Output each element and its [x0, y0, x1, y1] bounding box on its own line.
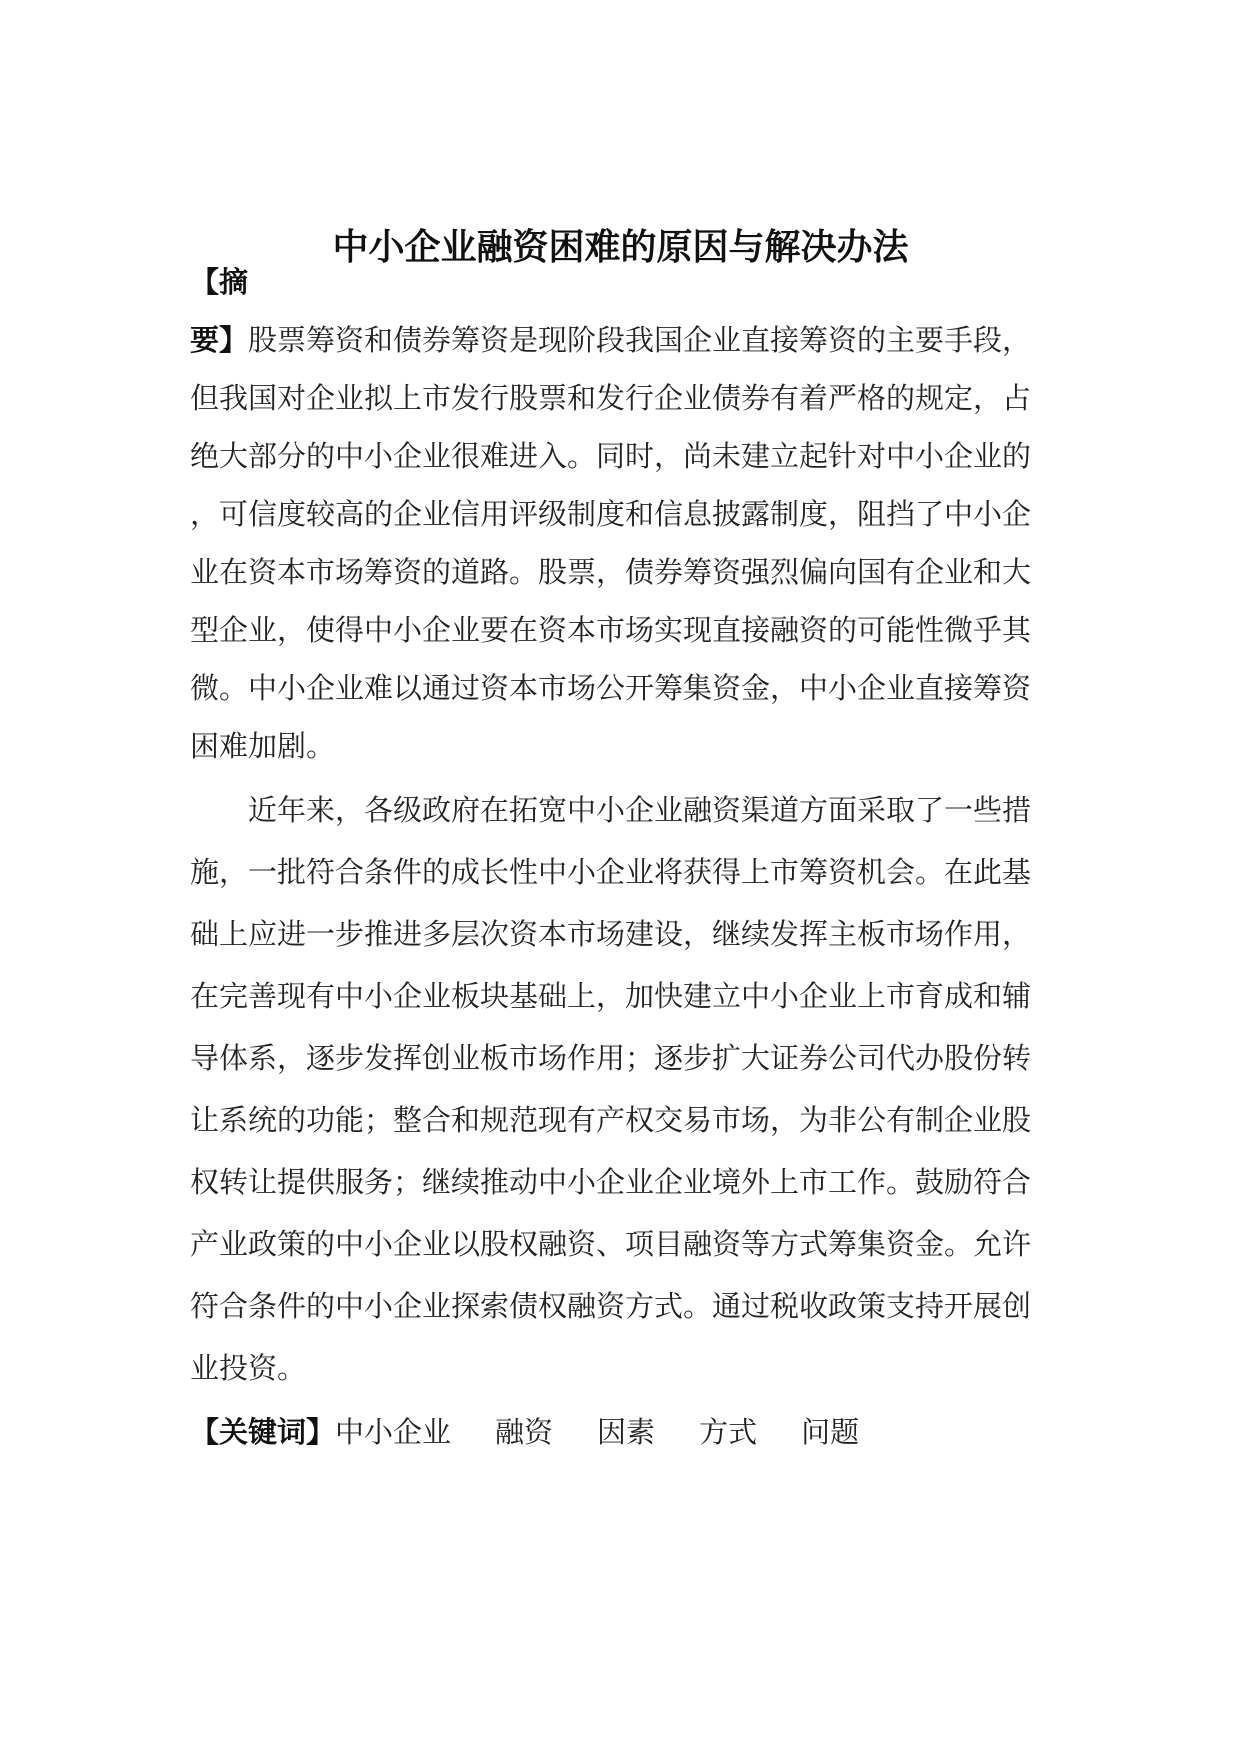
paragraph-text: 在完善现有中小企业板块基础上，加快建立中小企业上市育成和辅 [190, 979, 1032, 1013]
paragraph-line [190, 1348, 1050, 1388]
abstract-label-part2: 要】 [190, 323, 249, 357]
abstract-line [190, 320, 1050, 360]
paragraph-text: 权转让提供服务；继续推动中小企业企业境外上市工作。鼓励符合 [190, 1165, 1032, 1199]
paragraph-line [190, 976, 1050, 1016]
abstract-text: 困难加剧。 [190, 729, 336, 763]
paragraph-text: 施，一批符合条件的成长性中小企业将获得上市筹资机会。在此基 [190, 855, 1032, 889]
keywords-line [190, 1412, 1050, 1452]
abstract-line [190, 378, 1050, 418]
abstract-line [190, 668, 1050, 708]
paragraph-line [248, 790, 1108, 830]
keyword-item: 因素 [597, 1415, 656, 1449]
keyword-item: 方式 [699, 1415, 758, 1449]
abstract-text: 但我国对企业拟上市发行股票和发行企业债券有着严格的规定，占 [190, 381, 1032, 415]
abstract-line [190, 552, 1050, 592]
document-title: 中小企业融资困难的原因与解决办法 [332, 227, 909, 268]
paragraph-text: 近年来，各级政府在拓宽中小企业融资渠道方面采取了一些措 [248, 793, 1032, 827]
paragraph-line [190, 1286, 1050, 1326]
paragraph-text: 础上应进一步推进多层次资本市场建设，继续发挥主板市场作用， [190, 917, 1032, 951]
abstract-text: 业在资本市场筹资的道路。股票，债券筹资强烈偏向国有企业和大 [190, 555, 1032, 589]
paragraph-line [190, 1038, 1050, 1078]
keyword-item: 问题 [801, 1415, 860, 1449]
keywords-label: 【关键词】 [190, 1415, 336, 1449]
abstract-line [190, 610, 1050, 650]
abstract-text: 微。中小企业难以通过资本市场公开筹集资金，中小企业直接筹资 [190, 671, 1032, 705]
abstract-text: ，可信度较高的企业信用评级制度和信息披露制度，阻挡了中小企 [190, 497, 1032, 531]
paragraph-text: 让系统的功能；整合和规范现有产权交易市场，为非公有制企业股 [190, 1103, 1032, 1137]
keyword-item: 融资 [495, 1415, 554, 1449]
paragraph-line [190, 852, 1050, 892]
keyword-item: 中小企业 [335, 1415, 452, 1449]
paragraph-line [190, 1100, 1050, 1140]
abstract-text: 绝大部分的中小企业很难进入。同时，尚未建立起针对中小企业的 [190, 439, 1032, 473]
paragraph-line [190, 1162, 1050, 1202]
paragraph-text: 导体系，逐步发挥创业板市场作用；逐步扩大证券公司代办股份转 [190, 1041, 1032, 1075]
paragraph-text: 符合条件的中小企业探索债权融资方式。通过税收政策支持开展创 [190, 1289, 1032, 1323]
paragraph-line [190, 1224, 1050, 1264]
paragraph-text: 业投资。 [190, 1351, 307, 1385]
paragraph-text: 产业政策的中小企业以股权融资、项目融资等方式筹集资金。允许 [190, 1227, 1032, 1261]
abstract-line [190, 494, 1050, 534]
abstract-line [190, 726, 1050, 766]
abstract-label-part1: 【摘 [190, 265, 249, 299]
abstract-label-line1 [190, 262, 1050, 302]
abstract-line [190, 436, 1050, 476]
abstract-text: 股票筹资和债券筹资是现阶段我国企业直接筹资的主要手段， [248, 323, 1032, 357]
abstract-text: 型企业，使得中小企业要在资本市场实现直接融资的可能性微乎其 [190, 613, 1032, 647]
paragraph-line [190, 914, 1050, 954]
